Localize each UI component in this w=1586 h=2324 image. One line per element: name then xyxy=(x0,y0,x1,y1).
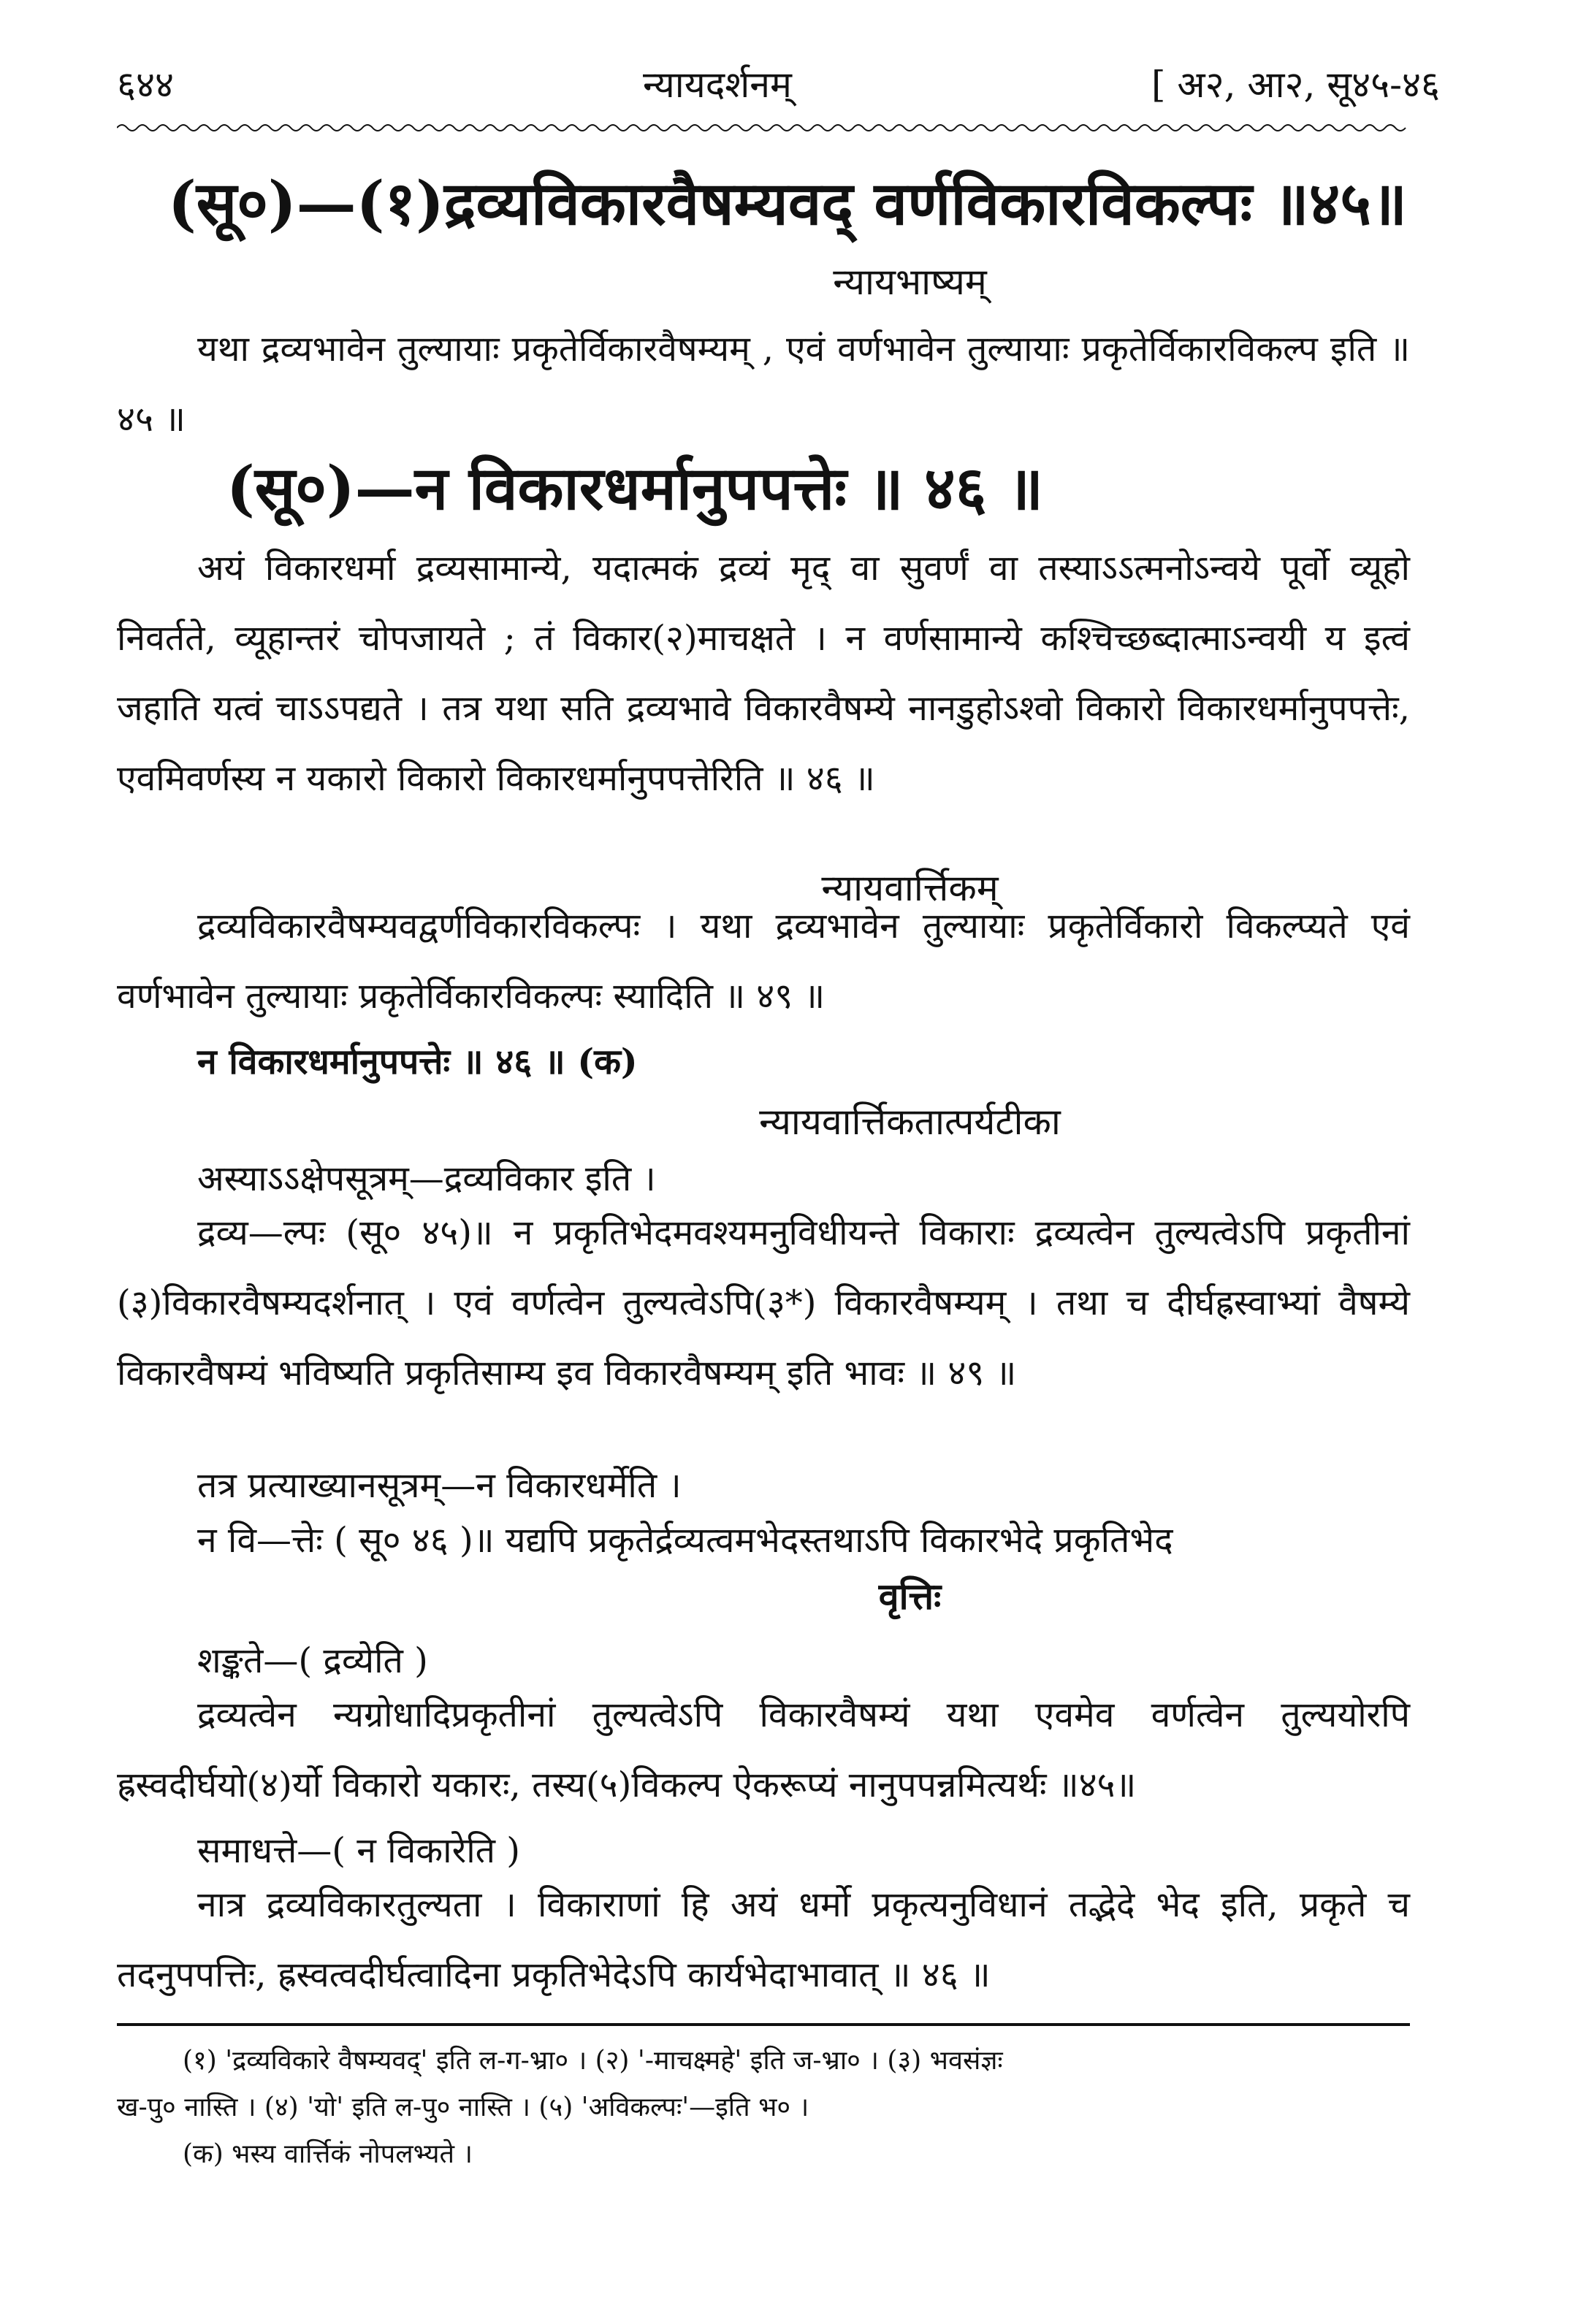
book-title: न्यायदर्शनम् xyxy=(643,64,792,106)
heading-nyaya-bhashya: न्यायभाष्यम् xyxy=(833,261,987,303)
vartika-45-text: द्रव्यविकारवैषम्यवद्वर्णविकारविकल्पः । यथा द्रव्यभावेन तुल्यायाः प्रकृतेर्विकारो विकल्प्यते एवं वर्णभावेन तुल्यायाः प्रकृतेर्विकारविकल्पः स्यादिति ॥ ४९ ॥ xyxy=(117,906,1410,1017)
footnote-line-1: (१) 'द्रव्यविकारे वैषम्यवद्' इति ल-ग-भ्रा० । (२) '-माचक्ष्महे' इति ज-भ्रा० । (३) भवसंज्ञः xyxy=(183,2046,1003,2076)
footnotes xyxy=(117,2038,1410,2178)
vartika-46-text: न विकारधर्मानुपपत्तेः ॥ ४६ ॥ (क) xyxy=(197,1041,638,1082)
heading-nyaya-vartika: न्यायवार्त्तिकम् xyxy=(821,867,999,909)
footnote-line-3: (क) भस्य वार्त्तिकं नोपलभ्यते । xyxy=(183,2139,473,2169)
vritti-samadhatte: समाधत्ते—( न विकारेति ) xyxy=(197,1830,520,1871)
heading-vritti: वृत्तिः xyxy=(878,1575,942,1618)
tika-46-text: न वि—त्तेः ( सू० ४६ )॥ यद्यपि प्रकृतेर्द्रव्यत्वमभेदस्तथाऽपि विकारभेदे प्रकृतिभेद xyxy=(197,1520,1173,1561)
section-reference: [ अ२, आ२, सू४५-४६ xyxy=(1151,64,1440,106)
sutra-46: (सू०)—न विकारधर्मानुपपत्तेः ॥ ४६ ॥ xyxy=(226,454,1044,524)
sutra-45: (सू०)—(१)द्रव्यविकारवैषम्यवद् वर्णविकारविकल्पः ॥४५॥ xyxy=(168,169,1408,239)
tika-45-text: द्रव्य—ल्पः (सू० ४५)॥ न प्रकृतिभेदमवश्यमनुविधीयन्ते विकाराः द्रव्यत्वेन तुल्यत्वेऽपि प्रकृतीनां (३)विकारवैषम्यदर्शनात् । एवं वर्णत्वेन तुल्यत्वेऽपि(३*) विकारवैषम्यम् । तथा च दीर्घह्रस्वाभ्यां वैषम्ये विकारवैषम्यं भविष्यति प्रकृतिसाम्य इव विकारवैषम्यम् इति भावः ॥ ४९ ॥ xyxy=(117,1212,1410,1394)
vritti-46-text: नात्र द्रव्यविकारतुल्यता । विकाराणां हि अयं धर्मो प्रकृत्यनुविधानं तद्भेदे भेद इति, प्रकृते च तदनुपपत्तिः, ह्रस्वत्वदीर्घत्वादिना प्रकृतिभेदेऽपि कार्यभेदाभावात् ॥ ४६ ॥ xyxy=(117,1884,1410,1995)
vritti-shanka: शङ्कते—( द्रव्येति ) xyxy=(197,1640,428,1681)
page-number: ६४४ xyxy=(117,64,174,106)
tika-pratyakhyana: तत्र प्रत्याख्यानसूत्रम्—न विकारधर्मेति । xyxy=(197,1465,682,1506)
tika-intro: अस्याऽऽक्षेपसूत्रम्—द्रव्यविकार इति । xyxy=(197,1158,656,1199)
footnote-line-2: ख-पु० नास्ति । (४) 'यो' इति ल-पु० नास्ति । (५) 'अविकल्पः'—इति भ० । xyxy=(117,2092,809,2122)
footnote-rule xyxy=(117,2023,1410,2026)
page-header xyxy=(117,51,1440,117)
header-wavy-rule xyxy=(117,121,1410,135)
heading-tatparya-tika: न्यायवार्त्तिकतात्पर्यटीका xyxy=(759,1101,1061,1143)
bhashya-45-text: यथा द्रव्यभावेन तुल्यायाः प्रकृतेर्विकारवैषम्यम् , एवं वर्णभावेन तुल्यायाः प्रकृतेर्विकारविकल्प इति ॥ ४५ ॥ xyxy=(117,329,1410,440)
vritti-45-text: द्रव्यत्वेन न्यग्रोधादिप्रकृतीनां तुल्यत्वेऽपि विकारवैषम्यं यथा एवमेव वर्णत्वेन तुल्ययोरपि ह्रस्वदीर्घयो(४)र्यो विकारो यकारः, तस्य(५)विकल्प ऐकरूप्यं नानुपपन्नमित्यर्थः ॥४५॥ xyxy=(117,1694,1410,1805)
bhashya-46-text: अयं विकारधर्मा द्रव्यसामान्ये, यदात्मकं द्रव्यं मृद् वा सुवर्णं वा तस्याऽऽत्मनोऽन्वये पूर्वो व्यूहो निवर्तते, व्यूहान्तरं चोपजायते ; तं विकार(२)माचक्षते । न वर्णसामान्ये कश्चिच्छब्दात्माऽन्वयी य इत्वं जहाति यत्वं चाऽऽपद्यते । तत्र यथा सति द्रव्यभावे विकारवैषम्ये नानडुहोऽश्वो विकारो विकारधर्मानुपपत्तेः, एवमिवर्णस्य न यकारो विकारो विकारधर्मानुपपत्तेरिति ॥ ४६ ॥ xyxy=(117,548,1410,799)
